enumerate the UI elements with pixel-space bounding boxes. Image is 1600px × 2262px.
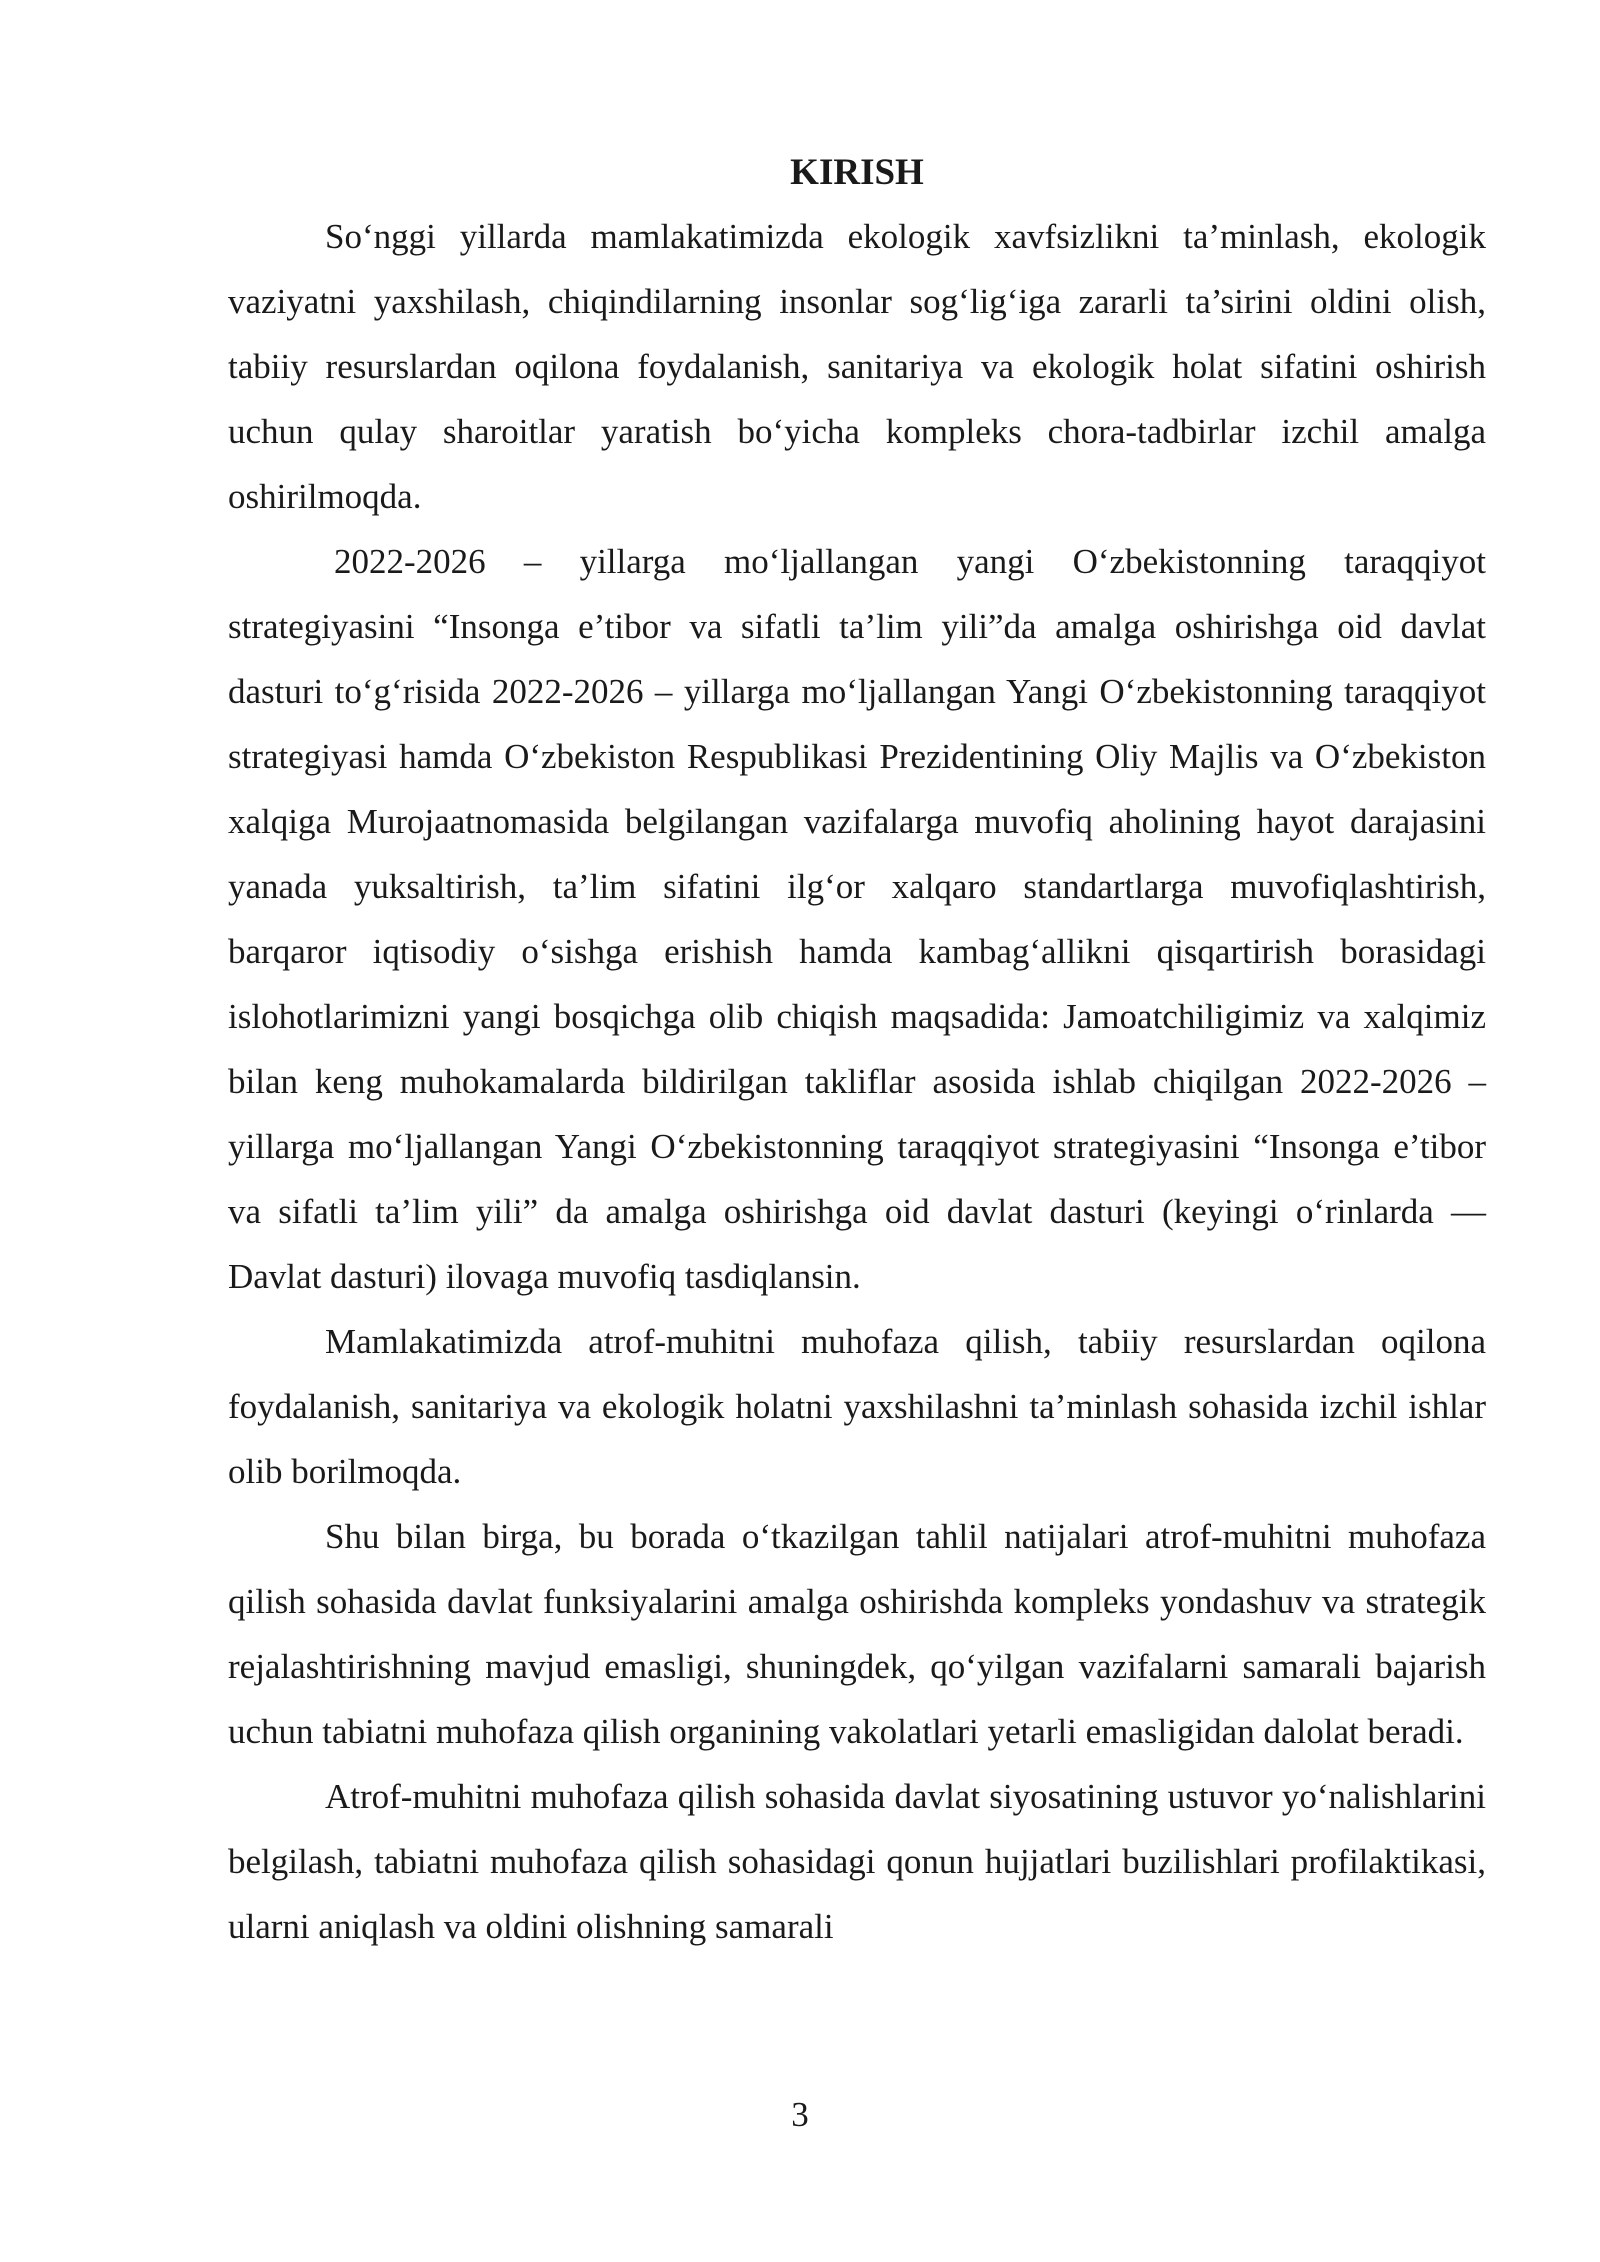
paragraph-strategy: 2022-2026 – yillarga mo‘ljallangan yangi O‘zbekistonning taraqqiyot strategiyasini “Insonga e’tibor va sifatli ta’lim yili”da amalga oshirishga oid davlat dasturi to‘g‘risida 2022-2026 – yillarga mo‘ljallangan Yangi O‘zbekistonning taraqqiyot strategiyasi hamda O‘zbekiston Respublikasi Prezidentining Oliy Majlis va O‘zbekiston xalqiga Murojaatnomasida belgilangan vazifalarga muvofiq aholining hayot darajasini yanada yuksaltirish, ta’lim sifatini ilg‘or xalqaro standartlarga muvofiqlashtirish, barqaror iqtisodiy o‘sishga erishish hamda kambag‘allikni qisqartirish borasidagi islohotlarimizni yangi bosqichga olib chiqish maqsadida: Jamoatchiligimiz va xalqimiz bilan keng muhokamalarda bildirilgan takliflar asosida ishlab chiqilgan 2022-2026 – yillarga mo‘ljallangan Yangi O‘zbekistonning taraqqiyot strategiyasini “Insonga e’tibor va sifatli ta’lim yili” da amalga oshirishga oid davlat dasturi (keyingi o‘rinlarda — Davlat dasturi) ilovaga muvofiq tasdiqlansin. — [228, 542, 1486, 1296]
paragraph-intro: So‘nggi yillarda mamlakatimizda ekologik xavfsizlikni ta’minlash, ekologik vaziyatni yaxshilash, chiqindilarning insonlar sog‘lig‘iga zararli ta’sirini oldini olish, tabiiy resurslardan oqilona foydalanish, sanitariya va ekologik holat sifatini oshirish uchun qulay sharoitlar yaratish bo‘yicha kompleks chora-tadbirlar izchil amalga oshirilmoqda. — [228, 217, 1486, 516]
paragraph-analysis: Shu bilan birga, bu borada o‘tkazilgan tahlil natijalari atrof-muhitni muhofaza qilish sohasida davlat funksiyalarini amalga oshirishda kompleks yondashuv va strategik rejalashtirishning mavjud emasligi, shuningdek, qo‘yilgan vazifalarni samarali bajarish uchun tabiatni muhofaza qilish organining vakolatlari yetarli emasligidan dalolat beradi. — [228, 1517, 1486, 1751]
paragraph-priorities: Atrof-muhitni muhofaza qilish sohasida davlat siyosatining ustuvor yo‘nalishlarini belgilash, tabiatni muhofaza qilish sohasidagi qonun hujjatlari buzilishlari profilaktikasi, ularni aniqlash va oldini olishning samarali — [228, 1777, 1486, 1946]
section-title: KIRISH — [790, 152, 924, 193]
document-page — [228, 148, 1486, 1959]
page-number: 3 — [791, 2095, 809, 2134]
paragraph-environment-work: Mamlakatimizda atrof-muhitni muhofaza qilish, tabiiy resurslardan oqilona foydalanish, sanitariya va ekologik holatni yaxshilashni ta’minlash sohasida izchil ishlar olib borilmoqda. — [228, 1322, 1486, 1491]
